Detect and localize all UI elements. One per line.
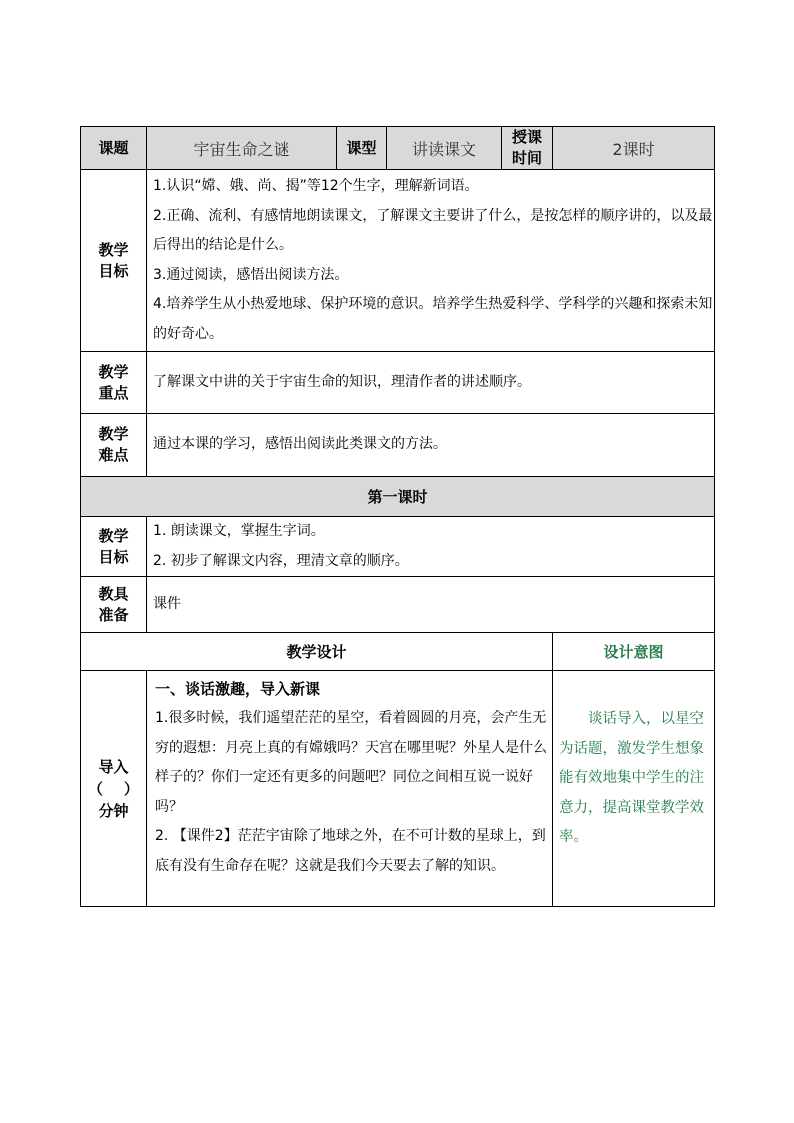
- intro-side-label: [81, 671, 147, 907]
- materials-text: 课件: [147, 577, 715, 633]
- time-label-line-1: 授课: [511, 128, 542, 146]
- lesson-goals-label-line-1: 教学: [98, 526, 129, 545]
- key-points-label-line-2: 重点: [98, 383, 129, 402]
- key-points-label: [81, 352, 147, 414]
- design-header-row: [81, 633, 715, 671]
- difficulties-label-line-2: 难点: [98, 446, 129, 464]
- key-points-text: 了解课文中讲的关于宇宙生命的知识，理清作者的讲述顺序。: [147, 352, 715, 414]
- goal-item: 2.正确、流利、有感情地朗读课文，了解课文主要讲了什么，是按怎样的顺序讲的，以及最后得出的结论是什么。: [153, 207, 713, 253]
- difficulties-row: [81, 414, 715, 477]
- goals-label-line-1: 教学: [98, 240, 129, 259]
- intro-side-line-2: （ ）: [88, 779, 139, 798]
- goals-list: [147, 170, 715, 352]
- key-points-row: [81, 352, 715, 414]
- goal-item: 4.培养学生从小热爱地球、保护环境的意识。培养学生热爱科学、学科学的兴趣和探索未知的好奇心。: [153, 296, 713, 342]
- goal-item: 3.通过阅读，感悟出阅读方法。: [153, 266, 349, 283]
- section-row: [81, 477, 715, 517]
- materials-label: [81, 577, 147, 633]
- key-points-label-line-1: 教学: [98, 362, 129, 381]
- design-header: 教学设计: [81, 633, 553, 671]
- lesson-goal-item: 2. 初步了解课文内容，理清文章的顺序。: [153, 552, 409, 569]
- intro-side-line-3: 分钟: [98, 801, 129, 820]
- intro-heading: 一、谈话激趣，导入新课: [155, 680, 321, 698]
- header-row: [81, 127, 715, 170]
- intro-row: [81, 671, 715, 907]
- type-value: 讲读课文: [387, 127, 502, 170]
- difficulties-text: 通过本课的学习，感悟出阅读此类课文的方法。: [147, 414, 715, 477]
- lesson-goals-label: [81, 517, 147, 577]
- materials-row: [81, 577, 715, 633]
- difficulties-label-line-1: 教学: [98, 425, 129, 443]
- topic-value: 宇宙生命之谜: [147, 127, 337, 170]
- intent-header: 设计意图: [553, 633, 715, 671]
- lesson-goals-row: [81, 517, 715, 577]
- type-label: 课型: [337, 127, 387, 170]
- materials-label-line-1: 教具: [98, 584, 129, 603]
- time-label: [502, 127, 553, 170]
- lesson-goals-list: [147, 517, 715, 577]
- intro-design: [147, 671, 553, 907]
- goals-label-line-2: 目标: [98, 261, 129, 280]
- difficulties-label: [81, 414, 147, 477]
- section-title: 第一课时: [81, 477, 715, 517]
- topic-label: 课题: [81, 127, 147, 170]
- lesson-goal-item: 1. 朗读课文，掌握生字词。: [153, 523, 325, 539]
- lesson-plan-table: [80, 126, 715, 907]
- goals-row: [81, 170, 715, 352]
- intro-paragraph: 2. 【课件2】茫茫宇宙除了地球之外，在不可计数的星球上，到底有没有生命存在呢？这就是我们今天要去了解的知识。: [155, 828, 546, 874]
- goals-label: [81, 170, 147, 352]
- intro-paragraph: 1.很多时候，我们遥望茫茫的星空，看着圆圆的月亮，会产生无穷的遐想：月亮上真的有嫦娥吗？天宫在哪里呢？外星人是什么样子的？你们一定还有更多的问题吧？同位之间相互说一说好吗？: [155, 710, 547, 815]
- goal-item: 1.认识“嫦、娥、尚、揭”等12个生字，理解新词语。: [153, 178, 479, 194]
- time-value: 2课时: [553, 127, 715, 170]
- intro-intent: 谈话导入，以星空为话题，激发学生想象能有效地集中学生的注意力，提高课堂教学效率。: [553, 671, 715, 907]
- lesson-goals-label-line-2: 目标: [98, 547, 129, 566]
- materials-label-line-2: 准备: [98, 605, 129, 624]
- intro-side-line-1: 导入: [98, 757, 129, 776]
- time-label-line-2: 时间: [511, 149, 542, 167]
